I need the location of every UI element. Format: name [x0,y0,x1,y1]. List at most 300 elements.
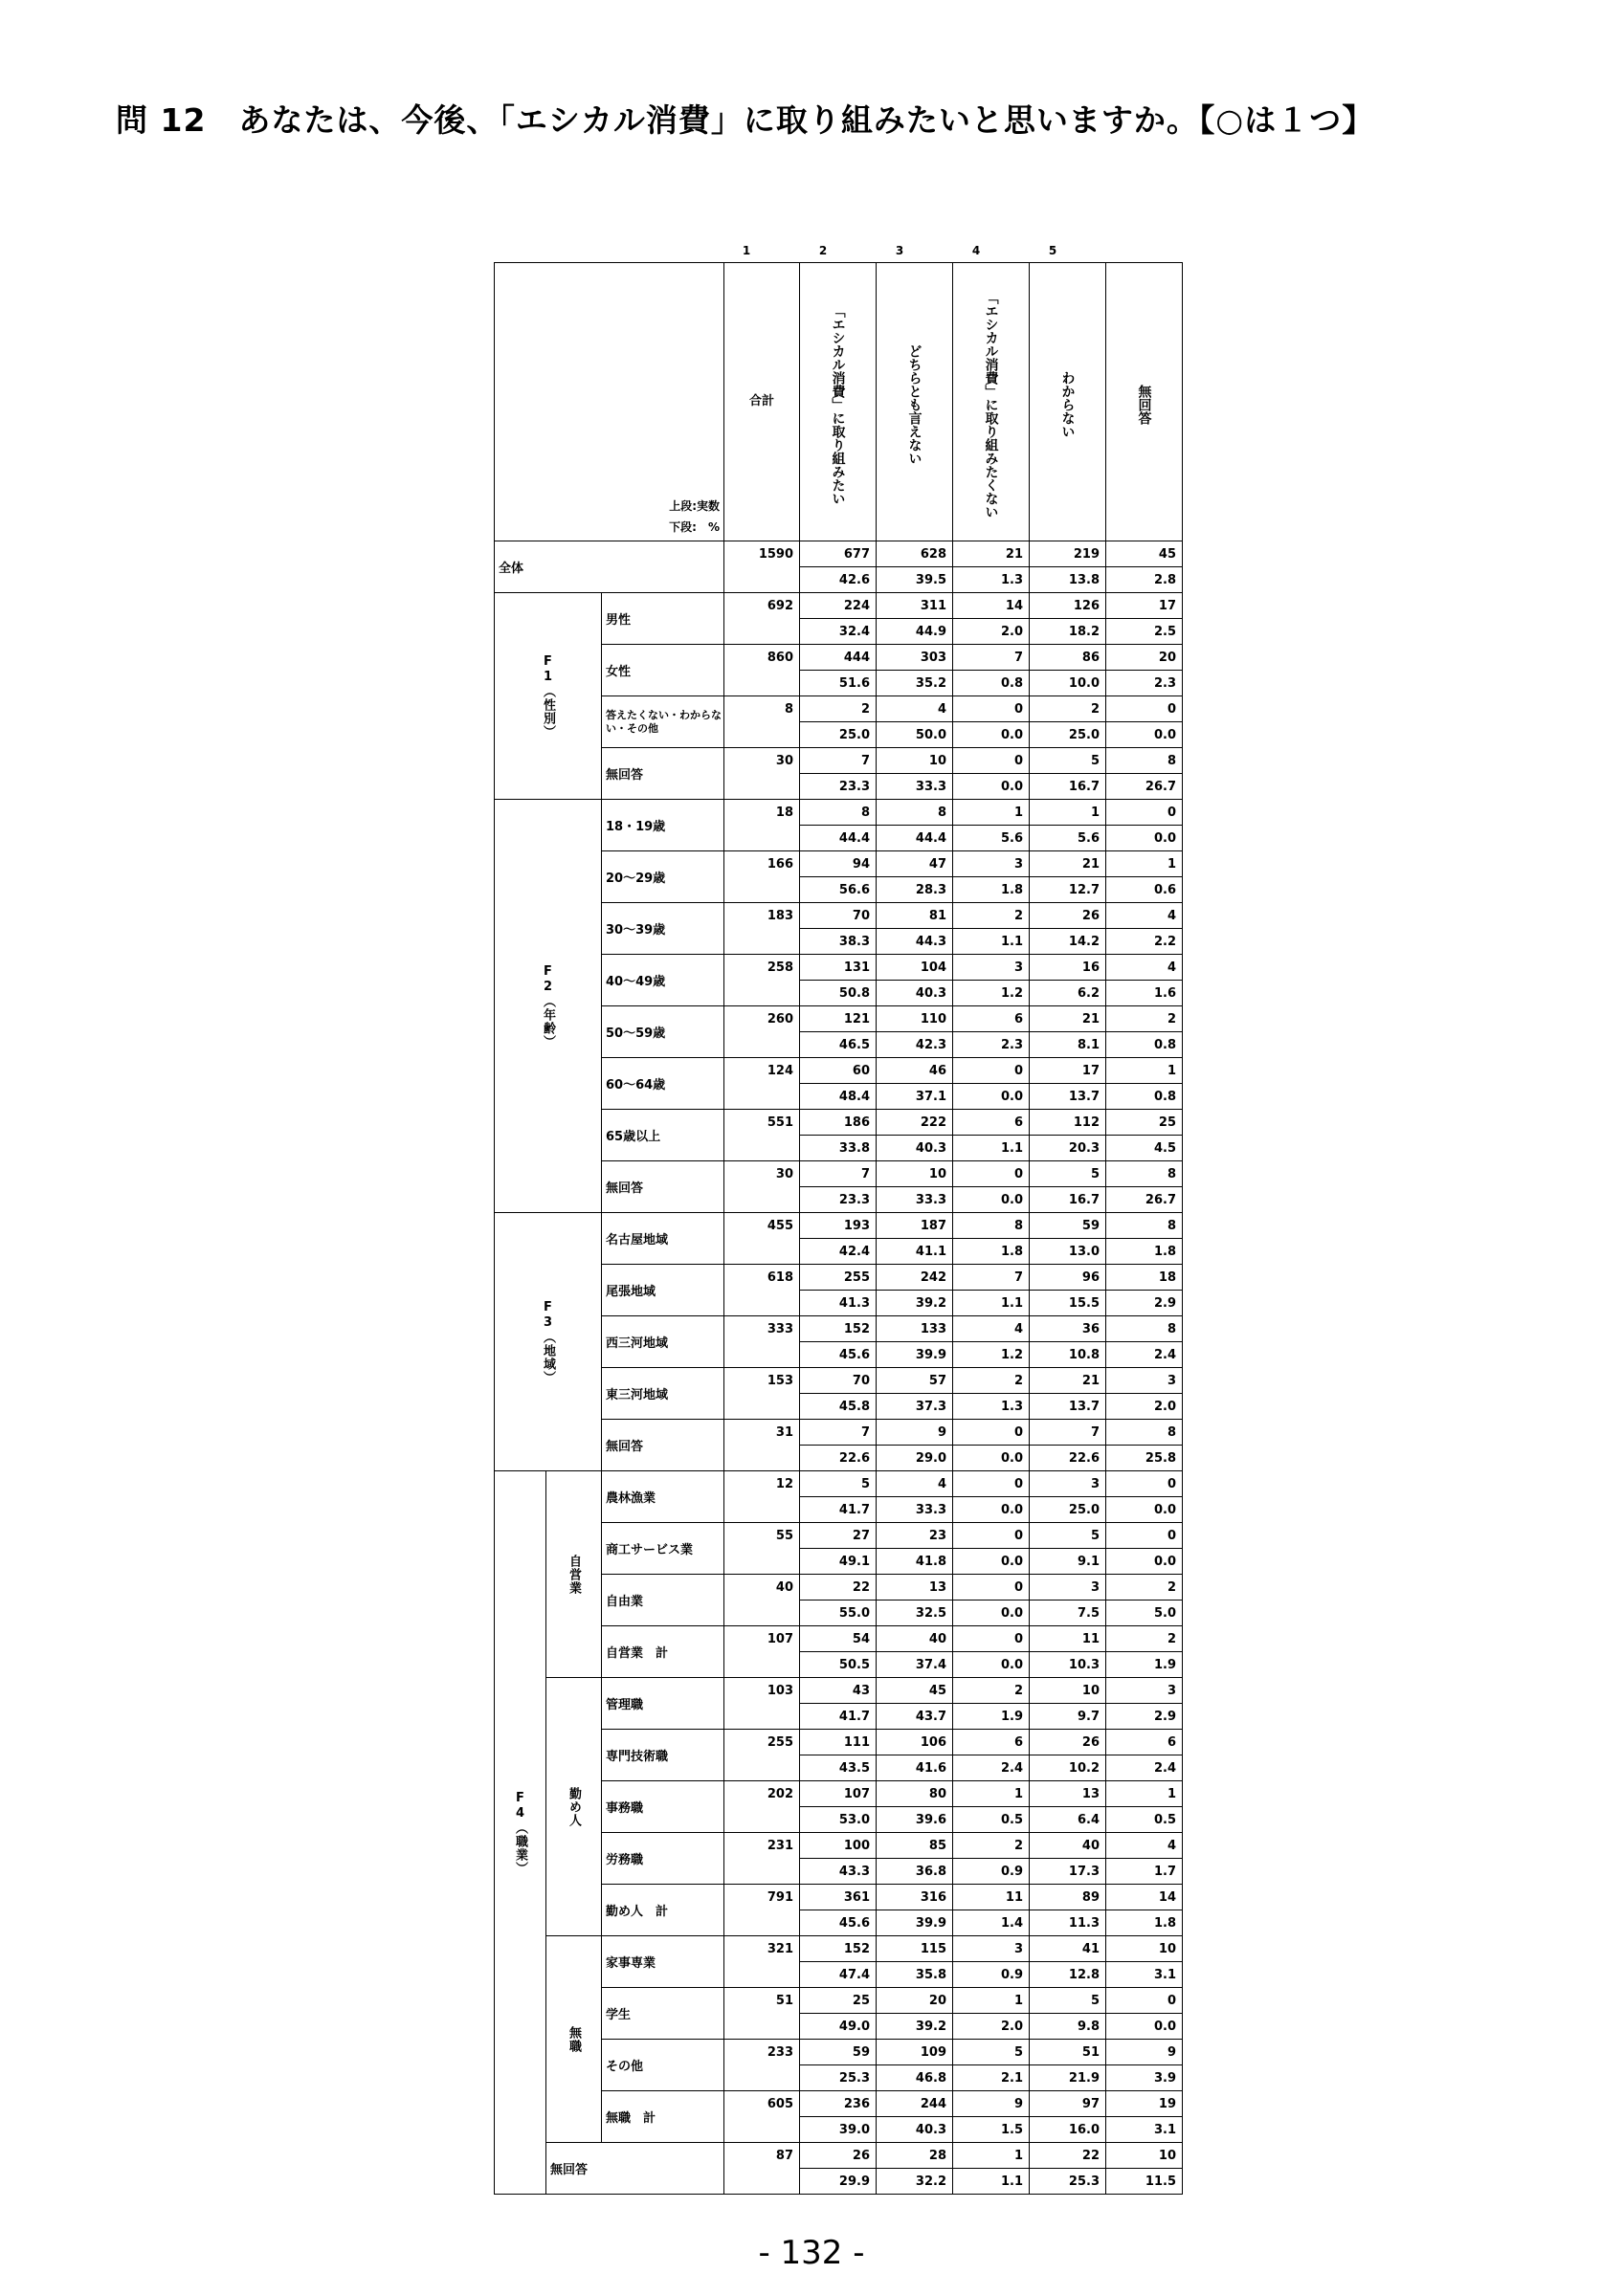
total-blank [724,1962,800,1988]
pct-cell: 1.9 [953,1704,1030,1730]
total-blank [724,1187,800,1213]
row-label: その他 [602,2040,724,2091]
count-cell: 6 [953,1006,1030,1032]
pct-cell: 41.3 [800,1291,877,1316]
count-cell: 0 [953,1161,1030,1187]
pct-cell: 10.8 [1030,1342,1106,1368]
pct-cell: 1.1 [953,2169,1030,2195]
column-header [1030,263,1106,541]
total-count: 30 [724,748,800,774]
pct-cell: 0.5 [1106,1807,1183,1833]
row-label: 自由業 [602,1575,724,1626]
pct-cell: 5.6 [953,826,1030,851]
total-count: 260 [724,1006,800,1032]
pct-cell: 44.4 [877,826,953,851]
total-blank [724,671,800,696]
pct-cell: 41.7 [800,1497,877,1523]
count-cell: 70 [800,903,877,929]
pct-cell: 2.2 [1106,929,1183,955]
pct-cell: 3.9 [1106,2065,1183,2091]
pct-cell: 41.1 [877,1239,953,1265]
page-number: - 132 - [758,2234,865,2272]
row-label: 女性 [602,645,724,696]
pct-cell: 2.3 [1106,671,1183,696]
pct-cell: 25.0 [1030,1497,1106,1523]
row-label: 管理職 [602,1678,724,1730]
pct-cell: 0.8 [1106,1032,1183,1058]
column-header-text: わからない [1059,371,1076,438]
count-cell: 4 [1106,955,1183,981]
total-blank [724,1291,800,1316]
count-cell: 57 [877,1368,953,1394]
pct-cell: 16.7 [1030,774,1106,800]
row-label: 学生 [602,1988,724,2040]
total-blank [724,1652,800,1678]
count-cell: 3 [1030,1575,1106,1601]
count-cell: 109 [877,2040,953,2065]
row-label: 東三河地域 [602,1368,724,1420]
total-count: 8 [724,696,800,722]
pct-cell: 42.4 [800,1239,877,1265]
count-cell: 236 [800,2091,877,2117]
pct-cell: 13.7 [1030,1394,1106,1420]
pct-cell: 11.3 [1030,1910,1106,1936]
count-cell: 21 [953,541,1030,567]
count-cell: 5 [953,2040,1030,2065]
count-cell: 43 [800,1678,877,1704]
pct-cell: 33.3 [877,1187,953,1213]
pct-cell: 36.8 [877,1859,953,1885]
pct-cell: 44.4 [800,826,877,851]
count-cell: 80 [877,1781,953,1807]
pct-cell: 1.8 [1106,1239,1183,1265]
count-cell: 107 [800,1781,877,1807]
count-cell: 2 [1106,1626,1183,1652]
count-cell: 4 [1106,1833,1183,1859]
total-blank [724,1394,800,1420]
total-blank [724,1755,800,1781]
total-blank [724,1704,800,1730]
count-cell: 1 [1106,1781,1183,1807]
column-header-text: 「エシカル消費」に取り組みたくない [983,291,999,519]
total-blank [724,619,800,645]
total-count: 231 [724,1833,800,1859]
count-cell: 255 [800,1265,877,1291]
group-label-cell [495,1213,602,1471]
pct-cell: 21.9 [1030,2065,1106,2091]
group-label: F2（年齢） [541,963,555,1049]
count-cell: 2 [953,903,1030,929]
total-count: 791 [724,1885,800,1910]
count-cell: 0 [953,1523,1030,1549]
total-blank [724,1601,800,1626]
count-cell: 27 [800,1523,877,1549]
row-label: 名古屋地域 [602,1213,724,1265]
pct-cell: 9.1 [1030,1549,1106,1575]
count-cell: 1 [1106,851,1183,877]
pct-cell: 50.8 [800,981,877,1006]
pct-cell: 38.3 [800,929,877,955]
pct-cell: 0.0 [953,1187,1030,1213]
count-cell: 152 [800,1936,877,1962]
pct-cell: 25.3 [1030,2169,1106,2195]
total-blank [724,2065,800,2091]
count-cell: 21 [1030,851,1106,877]
pct-cell: 12.7 [1030,877,1106,903]
total-blank [724,1807,800,1833]
table-row [495,800,1183,826]
count-cell: 0 [1106,1988,1183,2014]
pct-cell: 33.8 [800,1136,877,1161]
row-label: 尾張地域 [602,1265,724,1316]
row-label: 18・19歳 [602,800,724,851]
pct-cell: 39.0 [800,2117,877,2143]
total-count: 233 [724,2040,800,2065]
count-cell: 23 [877,1523,953,1549]
total-count: 321 [724,1936,800,1962]
count-cell: 10 [877,748,953,774]
count-cell: 45 [877,1678,953,1704]
count-cell: 20 [1106,645,1183,671]
row-label: 家事専業 [602,1936,724,1988]
total-count: 551 [724,1110,800,1136]
pct-cell: 16.0 [1030,2117,1106,2143]
pct-cell: 13.7 [1030,1084,1106,1110]
total-count: 258 [724,955,800,981]
pct-cell: 1.8 [953,877,1030,903]
count-cell: 25 [1106,1110,1183,1136]
count-cell: 9 [1106,2040,1183,2065]
pct-cell: 2.4 [953,1755,1030,1781]
total-blank [724,2169,800,2195]
total-blank [724,1497,800,1523]
count-cell: 0 [953,1420,1030,1446]
pct-cell: 2.0 [953,2014,1030,2040]
count-cell: 3 [953,955,1030,981]
total-count: 333 [724,1316,800,1342]
pct-cell: 0.5 [953,1807,1030,1833]
count-cell: 7 [800,1420,877,1446]
count-cell: 9 [953,2091,1030,2117]
count-cell: 444 [800,645,877,671]
count-cell: 121 [800,1006,877,1032]
pct-cell: 16.7 [1030,1187,1106,1213]
pct-cell: 40.3 [877,1136,953,1161]
row-label: 男性 [602,593,724,645]
count-cell: 59 [1030,1213,1106,1239]
pct-cell: 50.5 [800,1652,877,1678]
pct-cell: 10.2 [1030,1755,1106,1781]
pct-cell: 43.5 [800,1755,877,1781]
pct-cell: 1.3 [953,1394,1030,1420]
count-cell: 110 [877,1006,953,1032]
count-cell: 19 [1106,2091,1183,2117]
pct-cell: 37.4 [877,1652,953,1678]
pct-cell: 12.8 [1030,1962,1106,1988]
pct-cell: 0.0 [953,1497,1030,1523]
pct-cell: 1.4 [953,1910,1030,1936]
count-cell: 1 [953,1988,1030,2014]
group-label-cell [495,1471,546,2195]
pct-cell: 2.4 [1106,1755,1183,1781]
column-header-text: 無回答 [1136,385,1152,425]
pct-cell: 10.3 [1030,1652,1106,1678]
count-cell: 13 [1030,1781,1106,1807]
count-cell: 22 [1030,2143,1106,2169]
column-number: 5 [1048,244,1057,257]
total-blank [724,1342,800,1368]
total-blank [724,1032,800,1058]
pct-cell: 0.0 [1106,1549,1183,1575]
pct-cell: 46.5 [800,1032,877,1058]
pct-cell: 1.1 [953,1136,1030,1161]
pct-cell: 40.3 [877,2117,953,2143]
count-cell: 14 [1106,1885,1183,1910]
count-cell: 60 [800,1058,877,1084]
pct-cell: 1.6 [1106,981,1183,1006]
count-cell: 3 [1106,1678,1183,1704]
count-cell: 242 [877,1265,953,1291]
total-blank [724,929,800,955]
count-cell: 303 [877,645,953,671]
count-cell: 54 [800,1626,877,1652]
column-header-text: 「エシカル消費」に取り組みたい [830,304,846,505]
pct-cell: 6.2 [1030,981,1106,1006]
pct-cell: 45.6 [800,1342,877,1368]
pct-cell: 6.4 [1030,1807,1106,1833]
pct-cell: 18.2 [1030,619,1106,645]
header-total: 合計 [724,263,800,541]
total-blank [724,1084,800,1110]
count-cell: 8 [1106,1161,1183,1187]
pct-cell: 1.7 [1106,1859,1183,1885]
total-count: 124 [724,1058,800,1084]
pct-cell: 0.0 [953,722,1030,748]
pct-cell: 49.0 [800,2014,877,2040]
row-label: 50～59歳 [602,1006,724,1058]
count-cell: 111 [800,1730,877,1755]
pct-cell: 35.2 [877,671,953,696]
pct-cell: 2.3 [953,1032,1030,1058]
pct-cell: 3.1 [1106,1962,1183,1988]
pct-cell: 29.0 [877,1446,953,1471]
count-cell: 28 [877,2143,953,2169]
count-cell: 17 [1106,593,1183,619]
pct-cell: 0.0 [1106,722,1183,748]
count-cell: 10 [877,1161,953,1187]
count-cell: 1 [953,2143,1030,2169]
total-count: 860 [724,645,800,671]
row-label: 農林漁業 [602,1471,724,1523]
total-count: 31 [724,1420,800,1446]
pct-cell: 15.5 [1030,1291,1106,1316]
pct-cell: 43.3 [800,1859,877,1885]
count-cell: 85 [877,1833,953,1859]
count-cell: 186 [800,1110,877,1136]
count-cell: 2 [1106,1575,1183,1601]
count-cell: 0 [953,1626,1030,1652]
header-row [495,263,1183,541]
count-cell: 0 [953,748,1030,774]
column-header-text: どちらとも言えない [906,344,923,465]
count-cell: 126 [1030,593,1106,619]
count-cell: 2 [953,1833,1030,1859]
pct-cell: 25.0 [800,722,877,748]
count-cell: 4 [877,696,953,722]
count-cell: 94 [800,851,877,877]
count-cell: 59 [800,2040,877,2065]
pct-cell: 2.9 [1106,1291,1183,1316]
count-cell: 0 [953,1471,1030,1497]
count-cell: 3 [1106,1368,1183,1394]
row-label: 答えたくない・わからない・その他 [602,696,724,748]
pct-cell: 13.0 [1030,1239,1106,1265]
pct-cell: 20.3 [1030,1136,1106,1161]
count-cell: 0 [1106,1523,1183,1549]
count-cell: 311 [877,593,953,619]
column-header [1106,263,1183,541]
count-cell: 86 [1030,645,1106,671]
count-cell: 3 [953,1936,1030,1962]
legend-lower: 下段: % [669,520,720,534]
count-cell: 115 [877,1936,953,1962]
pct-cell: 0.9 [953,1859,1030,1885]
total-blank [724,1910,800,1936]
total-blank [724,1136,800,1161]
count-cell: 26 [1030,1730,1106,1755]
header-label-cell [495,263,724,541]
group-label: F1（性別） [541,653,555,739]
total-count: 55 [724,1523,800,1549]
pct-cell: 25.3 [800,2065,877,2091]
total-count: 18 [724,800,800,826]
count-cell: 104 [877,955,953,981]
total-count: 103 [724,1678,800,1704]
pct-cell: 2.9 [1106,1704,1183,1730]
subgroup-label: 勤め人 [567,1786,581,1827]
count-cell: 222 [877,1110,953,1136]
subgroup-label-cell [546,1471,602,1678]
pct-cell: 0.0 [953,1549,1030,1575]
pct-cell: 1.8 [953,1239,1030,1265]
pct-cell: 1.9 [1106,1652,1183,1678]
count-cell: 100 [800,1833,877,1859]
count-cell: 16 [1030,955,1106,981]
pct-cell: 35.8 [877,1962,953,1988]
row-label: 事務職 [602,1781,724,1833]
total-count: 605 [724,2091,800,2117]
total-blank [724,2117,800,2143]
count-cell: 0 [1106,800,1183,826]
count-cell: 21 [1030,1006,1106,1032]
total-count: 618 [724,1265,800,1291]
row-label: 自営業 計 [602,1626,724,1678]
crosstab-table [494,262,1183,2195]
count-cell: 133 [877,1316,953,1342]
table-row [495,2143,1183,2169]
total-count: 87 [724,2143,800,2169]
count-cell: 70 [800,1368,877,1394]
count-cell: 6 [953,1730,1030,1755]
pct-cell: 22.6 [1030,1446,1106,1471]
count-cell: 4 [953,1316,1030,1342]
total-count: 107 [724,1626,800,1652]
total-blank [724,1446,800,1471]
row-label: 西三河地域 [602,1316,724,1368]
pct-cell: 45.8 [800,1394,877,1420]
pct-cell: 49.1 [800,1549,877,1575]
pct-cell: 0.0 [953,1446,1030,1471]
pct-cell: 0.0 [953,1652,1030,1678]
count-cell: 45 [1106,541,1183,567]
group-label: F3（地域） [541,1299,555,1384]
count-cell: 6 [1106,1730,1183,1755]
count-cell: 219 [1030,541,1106,567]
pct-cell: 2.8 [1106,567,1183,593]
count-cell: 7 [1030,1420,1106,1446]
row-label: 40～49歳 [602,955,724,1006]
total-count: 12 [724,1471,800,1497]
row-label: 65歳以上 [602,1110,724,1161]
column-header [800,263,877,541]
pct-cell: 1.1 [953,1291,1030,1316]
count-cell: 7 [800,748,877,774]
pct-cell: 40.3 [877,981,953,1006]
column-number: 3 [895,244,904,257]
pct-cell: 2.1 [953,2065,1030,2091]
pct-cell: 0.9 [953,1962,1030,1988]
pct-cell: 4.5 [1106,1136,1183,1161]
count-cell: 26 [800,2143,877,2169]
pct-cell: 13.8 [1030,567,1106,593]
total-blank [724,1239,800,1265]
pct-cell: 23.3 [800,774,877,800]
pct-cell: 45.6 [800,1910,877,1936]
pct-cell: 25.8 [1106,1446,1183,1471]
count-cell: 21 [1030,1368,1106,1394]
count-cell: 40 [1030,1833,1106,1859]
count-cell: 51 [1030,2040,1106,2065]
pct-cell: 8.1 [1030,1032,1106,1058]
pct-cell: 5.6 [1030,826,1106,851]
pct-cell: 42.6 [800,567,877,593]
count-cell: 316 [877,1885,953,1910]
pct-cell: 43.7 [877,1704,953,1730]
count-cell: 9 [877,1420,953,1446]
count-cell: 8 [953,1213,1030,1239]
count-cell: 89 [1030,1885,1106,1910]
count-cell: 22 [800,1575,877,1601]
pct-cell: 2.0 [1106,1394,1183,1420]
column-header [953,263,1030,541]
column-header [877,263,953,541]
count-cell: 1 [1030,800,1106,826]
row-label: 30～39歳 [602,903,724,955]
pct-cell: 0.8 [1106,1084,1183,1110]
count-cell: 10 [1030,1678,1106,1704]
total-count: 153 [724,1368,800,1394]
row-label: 60～64歳 [602,1058,724,1110]
count-cell: 26 [1030,903,1106,929]
table-row [495,593,1183,619]
total-count: 40 [724,1575,800,1601]
row-label: 無回答 [602,1420,724,1471]
count-cell: 10 [1106,2143,1183,2169]
subgroup-label: 無職 [567,2025,581,2053]
count-cell: 7 [953,645,1030,671]
pct-cell: 1.3 [953,567,1030,593]
pct-cell: 56.6 [800,877,877,903]
